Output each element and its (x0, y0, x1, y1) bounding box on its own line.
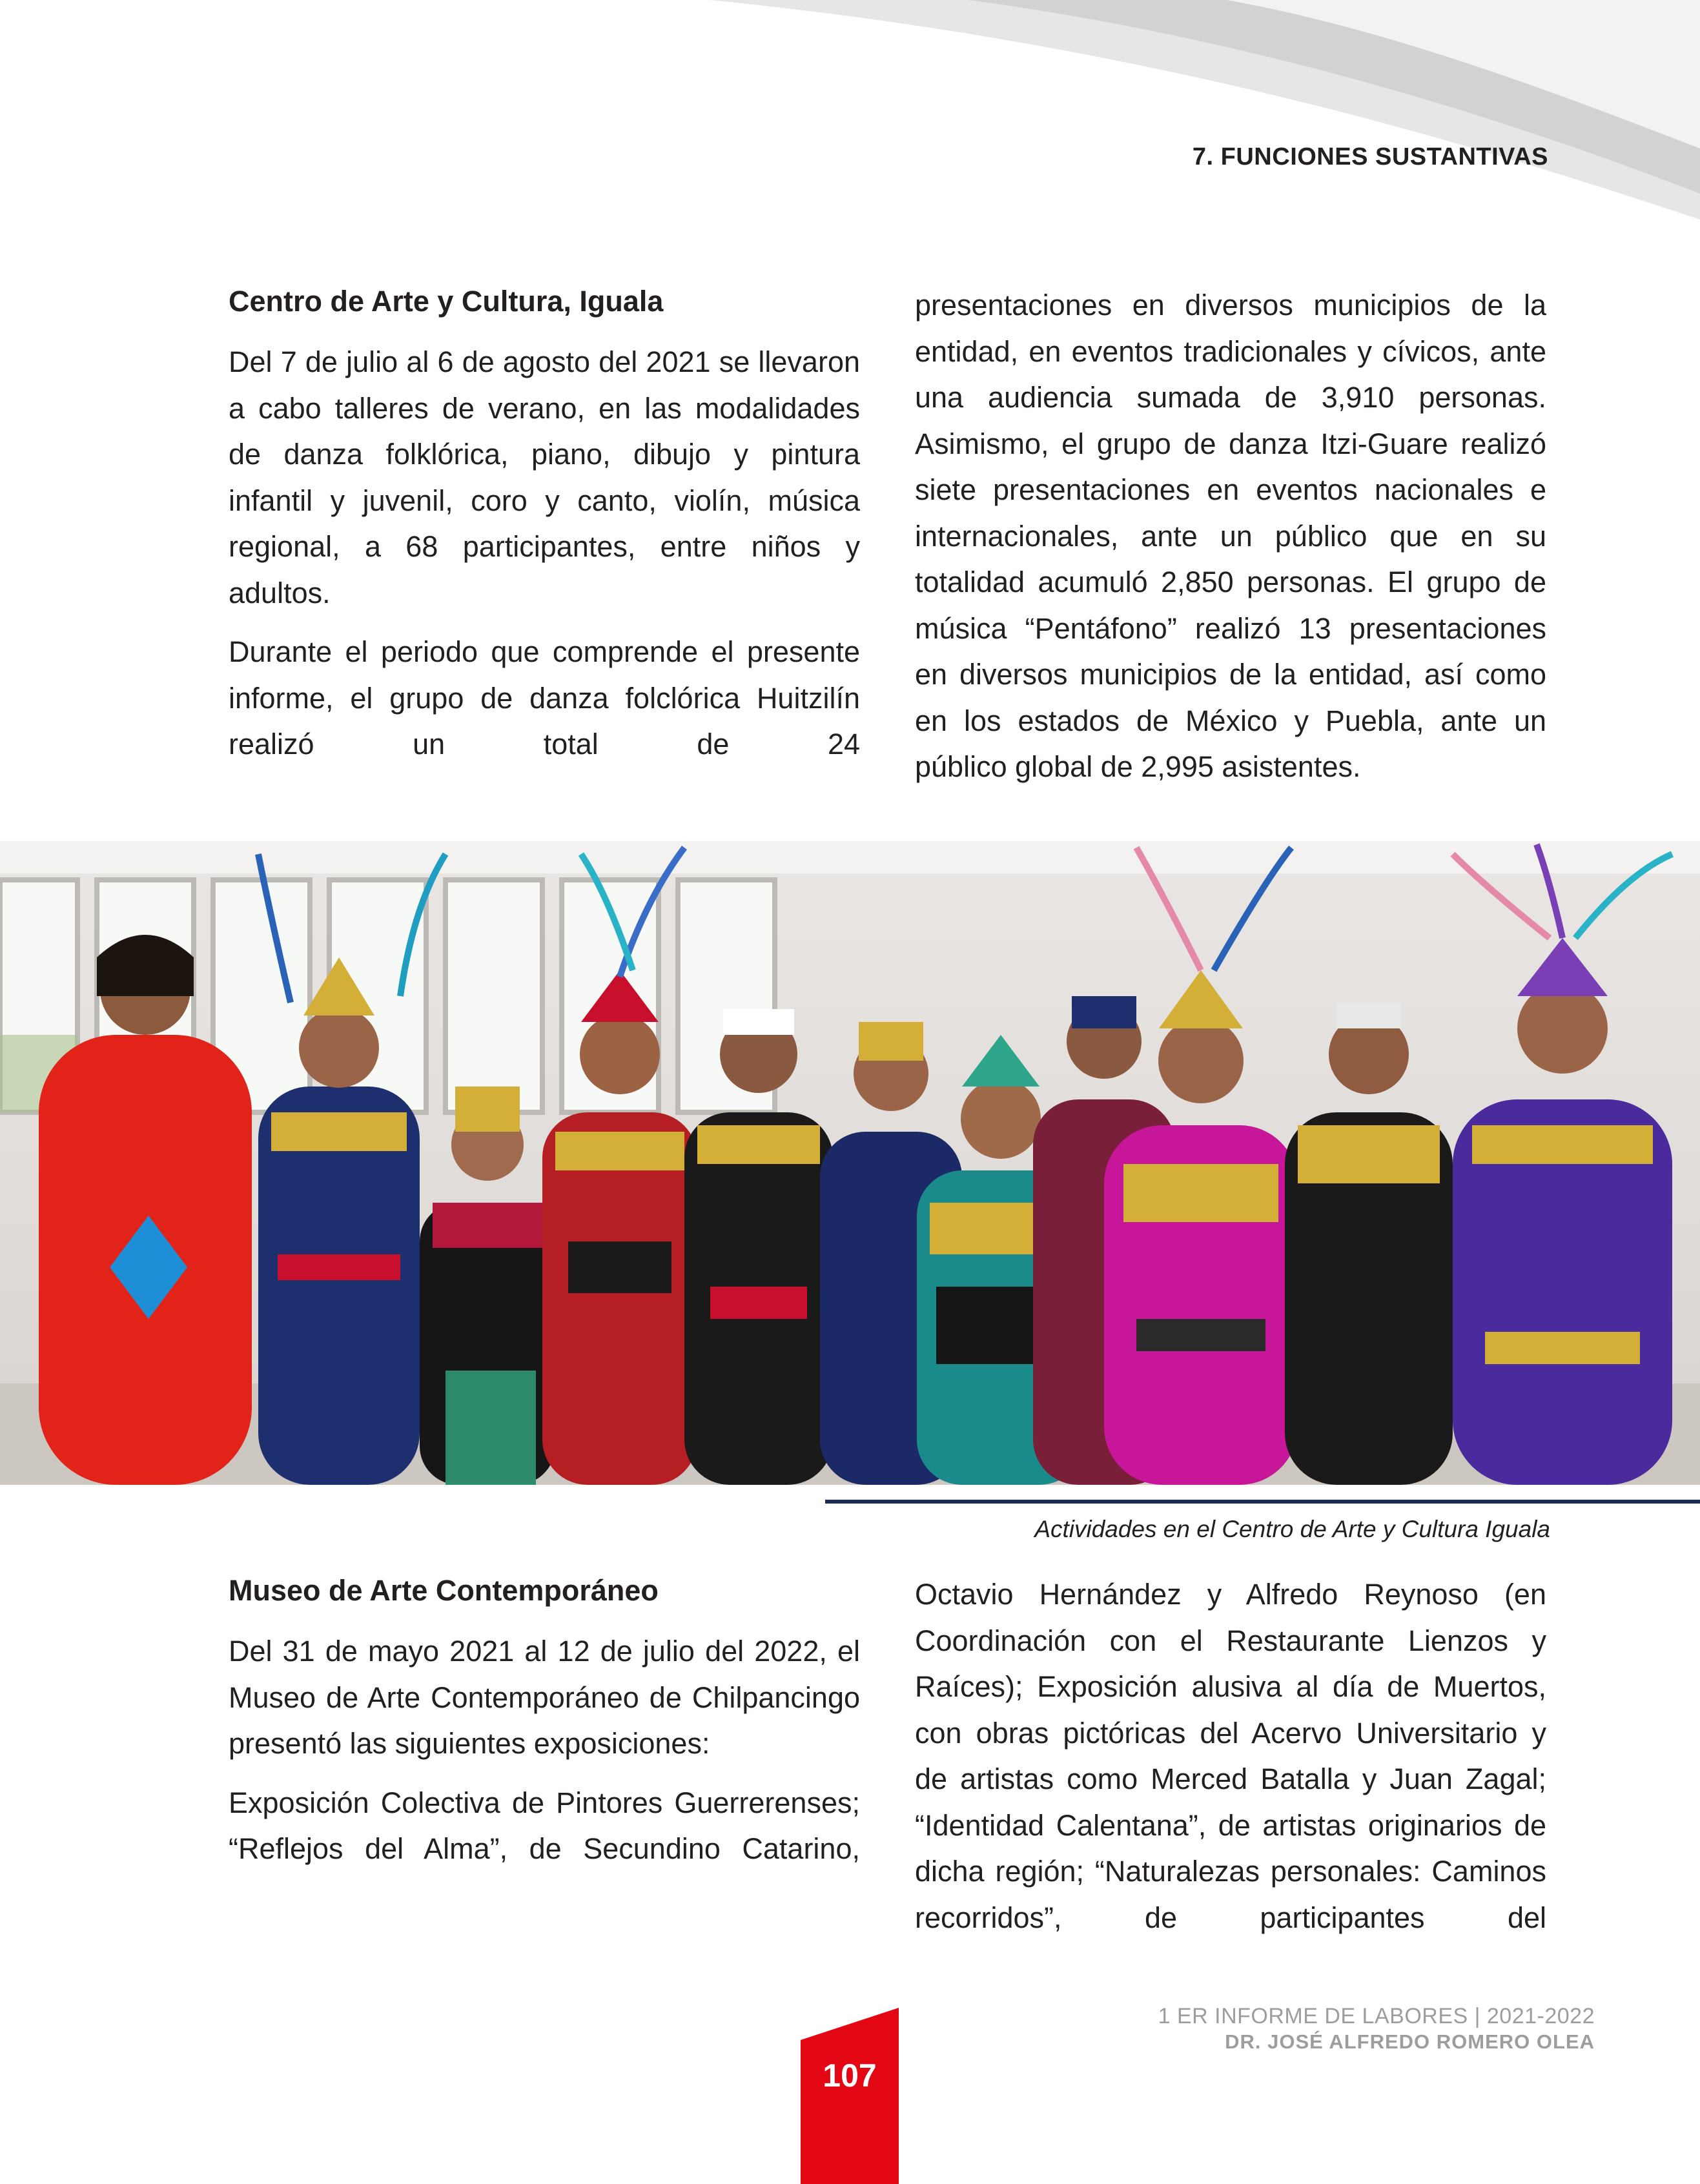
iguala-paragraph-2-continued: presentaciones en diversos municipios de la entidad, en eventos tradicionales y cívicos, ante una audiencia sumada de 3,910 personas. Asimismo, el grupo de danza Itzi-Guare realizó siete presentaciones en eventos nacionales e internacionales, ante un público que en su totalidad acumuló 2,850 personas. El grupo de música “Pentáfono” realizó 13 presentaciones en diversos municipios de la entidad, así como en los estados de México y Puebla, ante un público global de 2,995 asistentes. (915, 289, 1546, 783)
page-number-tab (801, 2008, 899, 2184)
section-header: 7. FUNCIONES SUSTANTIVAS (1192, 143, 1548, 170)
museo-paragraph-2-start: Exposición Colectiva de Pintores Guerrerenses; “Reflejos del Alma”, de Secundino Catarino, (229, 1786, 860, 1865)
caption-rule (825, 1500, 1700, 1504)
museo-paragraph-2-continued: Octavio Hernández y Alfredo Reynoso (en Coordinación con el Restaurante Lienzos y Raíces); Exposición alusiva al día de Muertos, con obras pictóricas del Acervo Universitario y de artistas como Merced Batalla y Juan Zagal; “Identidad Calentana”, de artistas originarios de dicha región; “Naturalezas personales: Caminos recorridos”, de participantes del (915, 1578, 1546, 1934)
footer-report-title: 1 ER INFORME DE LABORES | 2021-2022 (1158, 2004, 1595, 2028)
photo-caption: Actividades en el Centro de Arte y Cultura Iguala (1034, 1516, 1550, 1542)
footer-author: DR. JOSÉ ALFREDO ROMERO OLEA (1225, 2030, 1595, 2053)
iguala-column-left (229, 282, 860, 768)
museo-paragraph-1: Del 31 de mayo 2021 al 12 de julio del 2022, el Museo de Arte Contemporáneo de Chilpancingo presentó las siguientes exposiciones: (229, 1635, 860, 1760)
iguala-heading: Centro de Arte y Cultura, Iguala (229, 285, 664, 318)
iguala-paragraph-1: Del 7 de julio al 6 de agosto del 2021 se llevaron a cabo talleres de verano, en las modalidades de danza folklórica, piano, dibujo y pintura infantil y juvenil, coro y canto, violín, música regional, a 68 participantes, entre niños y adultos. (229, 345, 860, 609)
iguala-column-right (915, 282, 1546, 790)
iguala-paragraph-2-start: Durante el periodo que comprende el presente informe, el grupo de danza folclórica Huitzilín realizó un total de 24 (229, 635, 860, 760)
museo-column-right (915, 1571, 1546, 1941)
museo-column-left (229, 1571, 860, 1872)
museo-heading: Museo de Arte Contemporáneo (229, 1574, 659, 1607)
page-number: 107 (823, 2057, 877, 2094)
dance-group-photo (0, 841, 1700, 1485)
header-swoosh-decoration (0, 0, 1700, 232)
